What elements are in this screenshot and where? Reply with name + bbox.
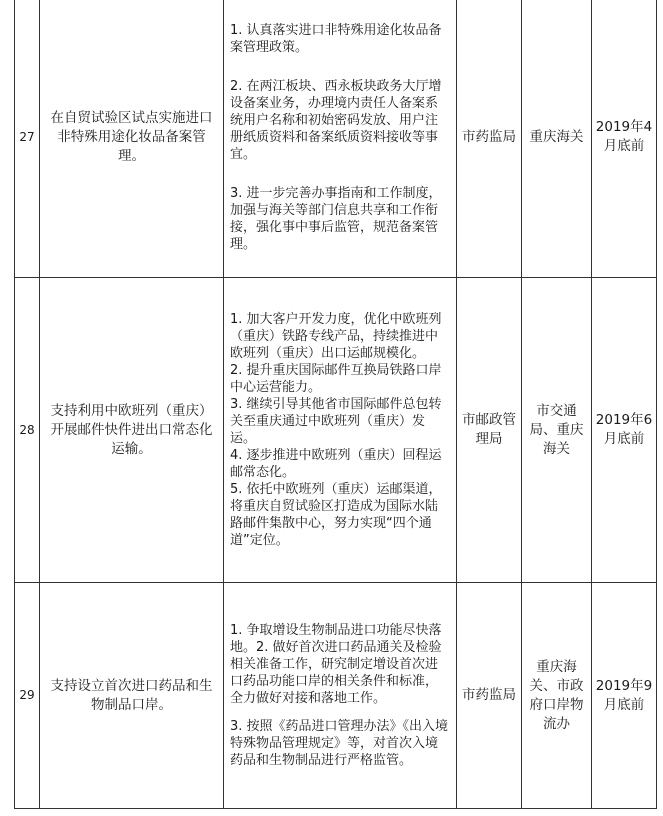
measures-cell [224, 278, 457, 583]
measure-item: 1. 加大客户开发力度，优化中欧班列（重庆）铁路专线产品，持续推进中欧班列（重庆）出口运邮规模化。 [230, 312, 442, 361]
measure-item: 2. 提升重庆国际邮件互换局铁路口岸中心运营能力。 [230, 363, 442, 395]
cooperating-unit: 重庆海关、市政府口岸物流办 [522, 583, 592, 809]
cooperating-unit: 重庆海关 [522, 0, 592, 278]
measure-item: 3. 进一步完善办事指南和工作制度，加强与海关等部门信息共享和工作衔接，强化事中事后监管，规范备案管理。 [230, 185, 442, 252]
table-row [15, 0, 657, 278]
task-item: 支持利用中欧班列（重庆）开展邮件快件进出口常态化运输。 [40, 278, 224, 583]
deadline: 2019年4月底前 [592, 0, 657, 278]
measure-item: 2. 在两江板块、西永板块政务大厅增设备案业务，办理境内责任人备案系统用户名称和初始密码发放、用户注册纸质资料和备案纸质资料接收等事宜。 [230, 78, 442, 162]
measure-item: 1. 认真落实进口非特殊用途化妆品备案管理政策。 [230, 22, 442, 55]
measure-item: 5. 依托中欧班列（重庆）运邮渠道，将重庆自贸试验区打造成为国际水陆路邮件集散中心，努力实现“四个通道”定位。 [230, 482, 442, 548]
lead-unit: 市药监局 [457, 0, 522, 278]
measure-item: 4. 逐步推进中欧班列（重庆）回程运邮常态化。 [230, 448, 442, 480]
row-number: 29 [15, 583, 40, 809]
deadline: 2019年6月底前 [592, 278, 657, 583]
measure-item: 1. 争取增设生物制品进口功能尽快落地。2. 做好首次进口药品通关及检验相关准备工作，研究制定增设首次进口药品功能口岸的相关条件和标准，全力做好对接和落地工作。 [230, 623, 442, 706]
measure-item: 3. 继续引导其他省市国际邮件总包转关至重庆通过中欧班列（重庆）发运。 [230, 397, 442, 446]
lead-unit: 市药监局 [457, 583, 522, 809]
measure-item: 3. 按照《药品进口管理办法》《出入境特殊物品管理规定》等，对首次入境药品和生物制品进行严格监管。 [230, 719, 449, 768]
table-row [15, 583, 657, 809]
row-number: 27 [15, 0, 40, 278]
measures-cell [224, 583, 457, 809]
lead-unit: 市邮政管理局 [457, 278, 522, 583]
deadline: 2019年9月底前 [592, 583, 657, 809]
row-number: 28 [15, 278, 40, 583]
cooperating-unit: 市交通局、重庆海关 [522, 278, 592, 583]
task-item: 支持设立首次进口药品和生物制品口岸。 [40, 583, 224, 809]
task-table [14, 0, 657, 809]
task-item: 在自贸试验区试点实施进口非特殊用途化妆品备案管理。 [40, 0, 224, 278]
table-row [15, 278, 657, 583]
measures-cell [224, 0, 457, 278]
